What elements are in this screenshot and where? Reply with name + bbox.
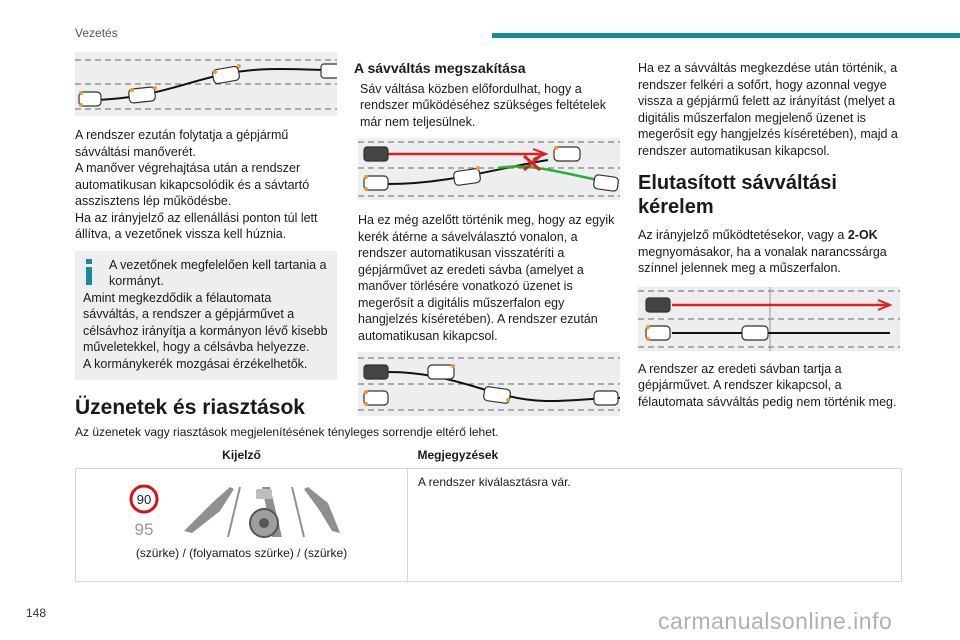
messages-section: [75, 396, 905, 439]
header-accent-bar: [492, 33, 960, 38]
paragraph: Ha ez még azelőtt történik meg, hogy az egyik kerék átérne a sávelválasztó vonalon, a rendszer automatikusan visszatéríti a gépjárművet az eredeti sávba (amelyet a manőver törlésére vonatkozó üzenet is megerősít a digitális műszerfalon egy hangjelzés kíséretében). A rendszer ezután automatikusan kikapcsol.: [358, 213, 615, 343]
paragraph: Sáv váltása közben előfordulhat, hogy a rendszer működéséhez szükséges feltételek már nem teljesülnek.: [360, 81, 606, 129]
paragraph: Ha az irányjelző az ellenállási ponton túl lett állítva, a vezetőnek vissza kell húznia.: [75, 210, 318, 241]
column-3: [638, 60, 902, 410]
display-caption: (szürke) / (folyamatos szürke) / (szürke): [135, 546, 348, 560]
info-icon: [82, 259, 96, 285]
column-header-display: Kijelző: [76, 442, 408, 469]
text-run: Az irányjelző működtetésekor, vagy a: [638, 228, 848, 242]
rejected-lane-change-illustration: [638, 287, 900, 351]
paragraph: A manőver végrehajtása után a rendszer automatikusan kikapcsolódik és a sávtartó asszisztens lép működésbe.: [75, 161, 310, 208]
page-number: 148: [26, 606, 47, 620]
lane-change-abort-illustration: [358, 138, 620, 200]
info-text: Amint megkezdődik a félautomata sávváltás, a rendszer a gépjárművet a célsávhoz irányítja a kormányon lévő kisebb műveletekkel, hogy a célsávba helyezze.: [83, 290, 328, 354]
column-header-notes: Megjegyzések: [408, 442, 902, 469]
key-label: 2-OK: [847, 228, 878, 242]
notes-cell: A rendszer kiválasztásra vár.: [408, 469, 902, 582]
lane-change-illustration-1: [75, 52, 337, 116]
column-2: [354, 60, 620, 416]
paragraph: A rendszer ezután folytatja a gépjármű sávváltási manőverét.: [75, 128, 289, 159]
speed-value: 95: [134, 520, 153, 539]
display-cell: [76, 469, 408, 582]
column-1: [75, 52, 337, 380]
paragraph: Ha ez a sávváltás megkezdése után történik, a rendszer felkéri a sofőrt, hogy azonnal vegye vissza a gépjármű felett az irányítást (melyet a digitális műszerfalon megjelenő üzenet is megerősít egy hangjelzés kíséretében), majd a rendszer automatikusan kikapcsol.: [638, 61, 898, 158]
table-row: [76, 469, 902, 582]
section-label: Vezetés: [75, 26, 118, 40]
paragraph: [638, 227, 902, 277]
text-run: megnyomásakor, ha a vonalak narancssárga színnel jelennek meg a műszerfalon.: [638, 244, 887, 275]
paragraph: A rendszer az eredeti sávban tartja a gépjárművet. A rendszer kikapcsol, a félautomata sávváltás pedig nem történik meg.: [638, 361, 897, 409]
watermark: carmanualsonline.info: [658, 608, 893, 634]
messages-title: Üzenetek és riasztások: [75, 396, 305, 419]
section-title: Elutasított sávváltási kérelem: [638, 172, 837, 218]
speed-sign-value: 90: [136, 492, 151, 507]
lane-assist-display-graphic: [122, 483, 362, 541]
info-text: A kormánykerék mozgásai érzékelhetők.: [83, 356, 308, 371]
info-box: [75, 251, 337, 381]
messages-subtitle: Az üzenetek vagy riasztások megjelenítésének tényleges sorrendje eltérő lehet.: [75, 425, 499, 439]
section-title: A sávváltás megszakítása: [354, 60, 526, 76]
messages-table: [75, 442, 902, 582]
info-text: A vezetőnek megfelelően kell tartania a kormányt.: [109, 257, 327, 288]
lane-assist-icon: [184, 487, 340, 537]
